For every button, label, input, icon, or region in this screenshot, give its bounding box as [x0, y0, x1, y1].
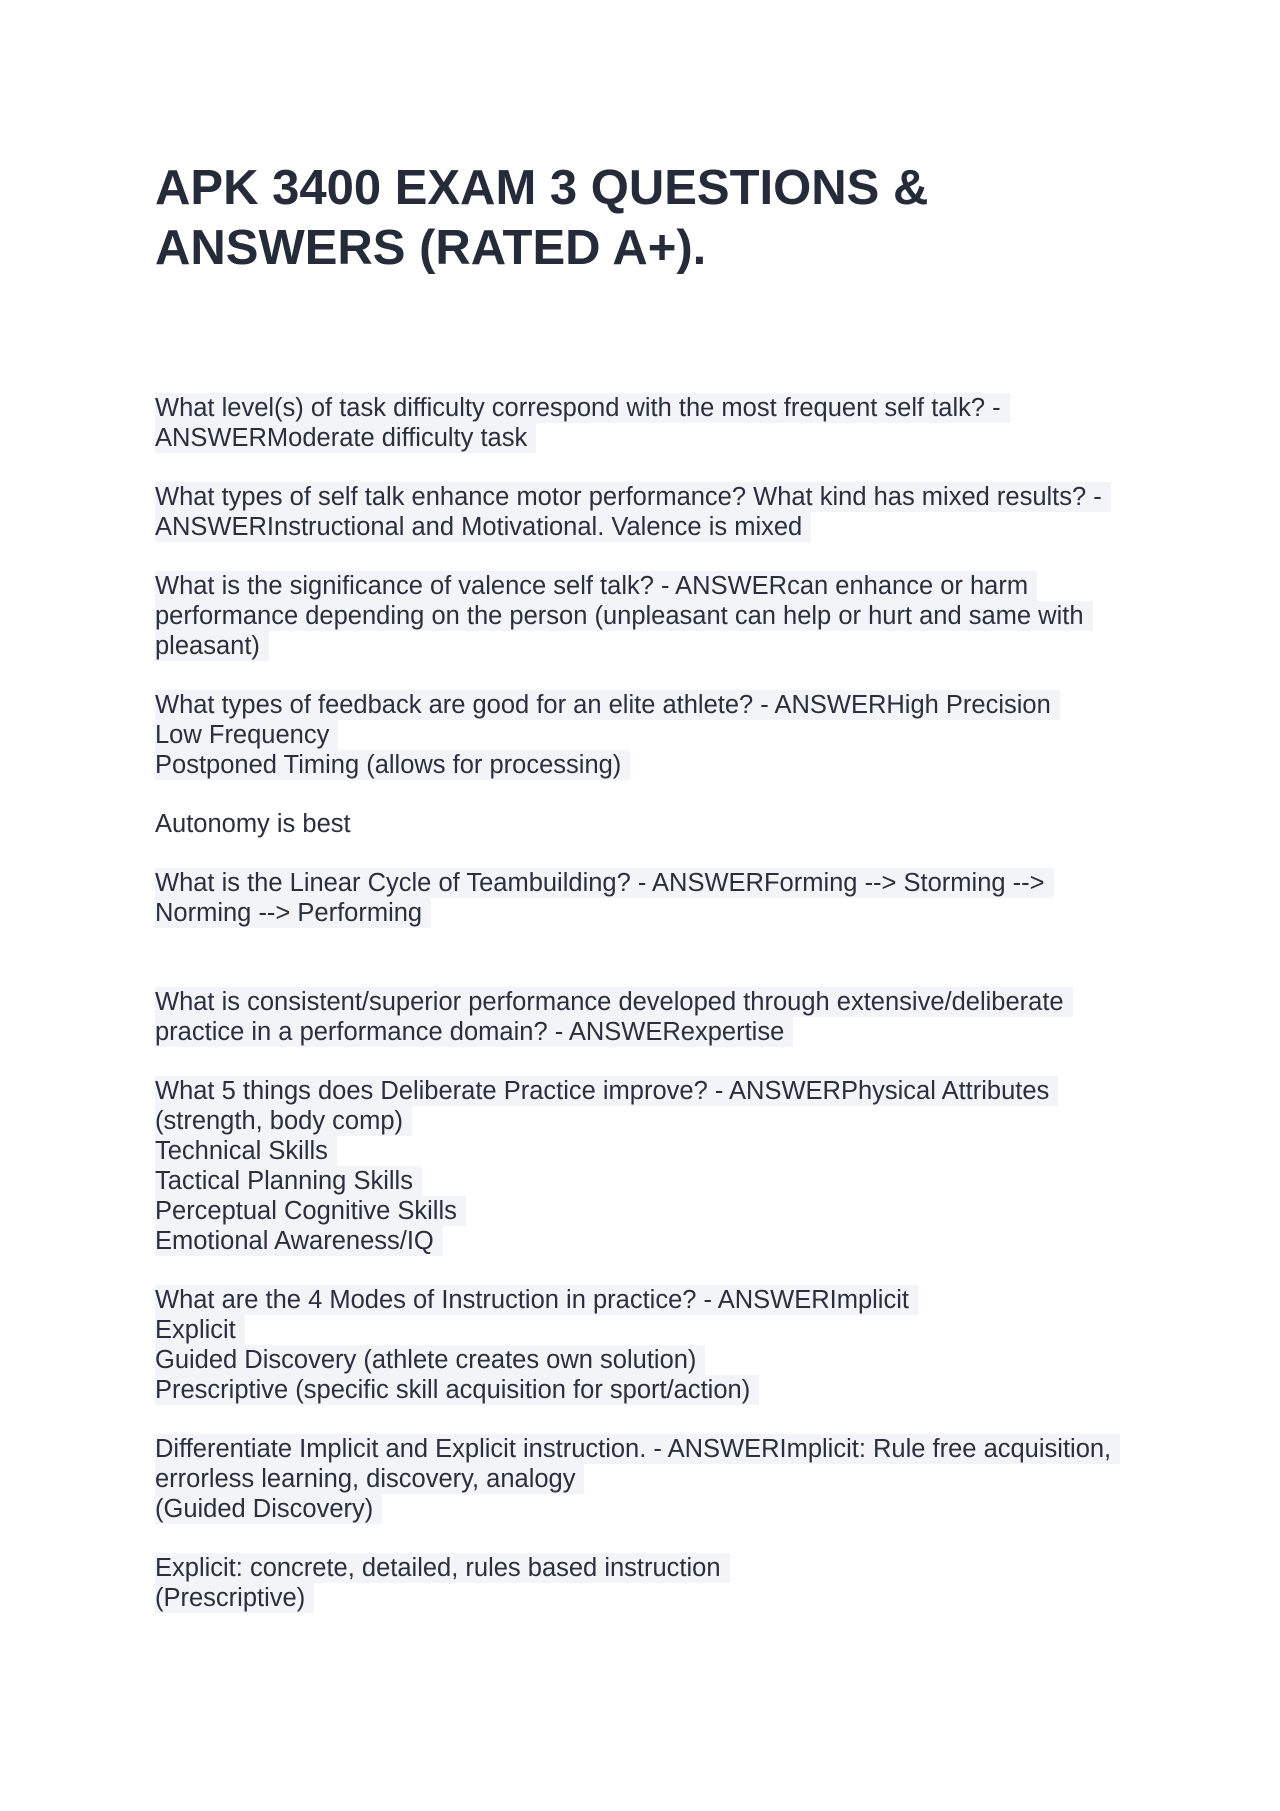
qa-line: Guided Discovery (athlete creates own solution)	[155, 1345, 705, 1375]
qa-line: Perceptual Cognitive Skills	[155, 1196, 466, 1226]
qa-item	[155, 1285, 1165, 1405]
qa-line: Explicit	[155, 1315, 245, 1345]
qa-line: What 5 things does Deliberate Practice improve? - ANSWERPhysical Attributes	[155, 1076, 1058, 1106]
qa-line: What is the Linear Cycle of Teambuilding? - ANSWERForming --> Storming -->	[155, 868, 1054, 898]
qa-line: Tactical Planning Skills	[155, 1166, 422, 1196]
qa-line: Postponed Timing (allows for processing)	[155, 750, 630, 780]
qa-line: performance depending on the person (unpleasant can help or hurt and same with	[155, 601, 1093, 631]
qa-item	[155, 482, 1165, 542]
qa-item	[155, 690, 1165, 780]
qa-item	[155, 868, 1165, 928]
qa-line: Technical Skills	[155, 1136, 337, 1166]
qa-line: Autonomy is best	[155, 810, 351, 838]
qa-line: What is consistent/superior performance developed through extensive/deliberate	[155, 987, 1073, 1017]
qa-line: Explicit: concrete, detailed, rules based instruction	[155, 1553, 730, 1583]
qa-line: ANSWERModerate difficulty task	[155, 423, 536, 453]
qa-line: Differentiate Implicit and Explicit instruction. - ANSWERImplicit: Rule free acquisition,	[155, 1434, 1120, 1464]
qa-line: What types of feedback are good for an elite athlete? - ANSWERHigh Precision	[155, 690, 1060, 720]
qa-line: Low Frequency	[155, 720, 338, 750]
qa-item	[155, 1553, 1165, 1613]
qa-item	[155, 987, 1165, 1047]
qa-line: (Guided Discovery)	[155, 1494, 382, 1524]
title-line-1: APK 3400 EXAM 3 QUESTIONS &	[155, 161, 929, 215]
qa-list	[155, 393, 1165, 1613]
qa-line: (strength, body comp)	[155, 1106, 412, 1136]
document-title	[155, 158, 1155, 278]
qa-line: What types of self talk enhance motor performance? What kind has mixed results? -	[155, 482, 1111, 512]
qa-line: Norming --> Performing	[155, 898, 431, 928]
qa-item	[155, 1076, 1165, 1256]
qa-line: Prescriptive (specific skill acquisition for sport/action)	[155, 1375, 759, 1405]
qa-item	[155, 1434, 1165, 1524]
title-line-2: ANSWERS (RATED A+).	[155, 221, 707, 275]
qa-item	[155, 571, 1165, 661]
qa-line: What level(s) of task difficulty correspond with the most frequent self talk? -	[155, 393, 1010, 423]
qa-line: What is the significance of valence self talk? - ANSWERcan enhance or harm	[155, 571, 1037, 601]
qa-item	[155, 809, 1165, 839]
qa-line: practice in a performance domain? - ANSWERexpertise	[155, 1017, 793, 1047]
qa-line: ANSWERInstructional and Motivational. Valence is mixed	[155, 512, 811, 542]
qa-item	[155, 393, 1165, 453]
qa-line: errorless learning, discovery, analogy	[155, 1464, 584, 1494]
qa-line: (Prescriptive)	[155, 1583, 314, 1613]
qa-line: pleasant)	[155, 631, 269, 661]
qa-line: Emotional Awareness/IQ	[155, 1226, 443, 1256]
qa-line: What are the 4 Modes of Instruction in practice? - ANSWERImplicit	[155, 1285, 918, 1315]
